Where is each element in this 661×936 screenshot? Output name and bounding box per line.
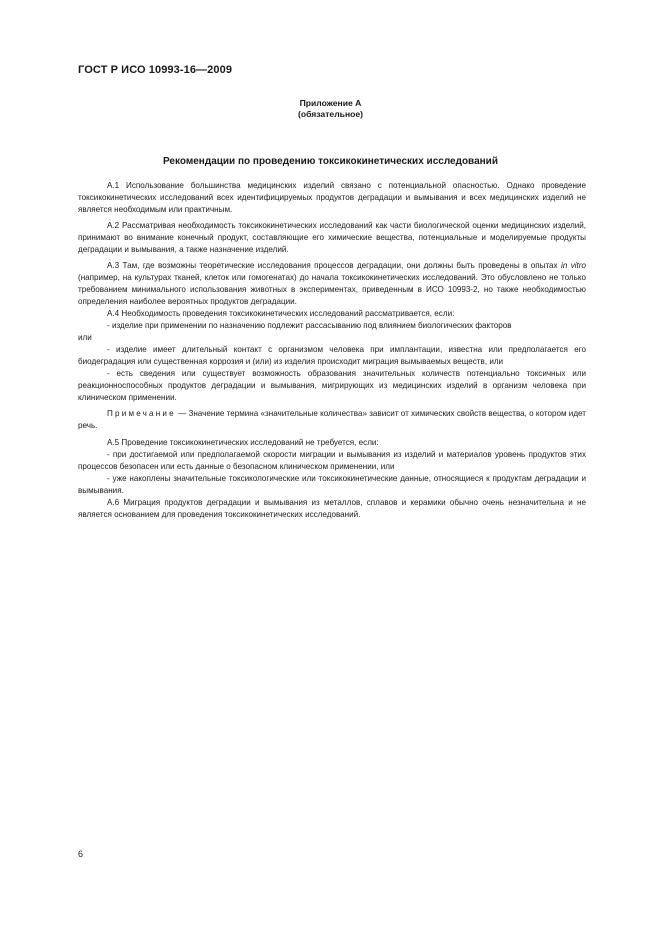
paragraph-a3-text-end: (например, на культурах тканей, клеток или гомогенатах) до начала токсикокинетических исследований. Это обусловлено не только требованием минимального использования животных в экспериментах, приведенным в ИСО 10993-2, но также необходимостью определения наиболее вероятных продуктов деградации.: [78, 273, 586, 306]
paragraph-a4: А.4 Необходимость проведения токсикокинетических исследований рассматривается, если:: [107, 309, 455, 318]
page-number: 6: [78, 849, 84, 859]
note: [78, 408, 586, 432]
a5-list-item-1: - при достигаемой или предполагаемой скорости миграции и вымывания из изделий и материалов уровень продуктов этих процессов безопасен или есть данные о безопасном клиническом применении, или: [78, 450, 586, 471]
paragraph-a2: А.2 Рассматривая необходимость токсикокинетических исследований как части биологической оценки медицинских изделий, принимают во внимание конечный продукт, составляющие его химические вещества, потенциальные и моделируемые продукты деградации и вымывания, а также назначение изделий.: [78, 221, 586, 254]
conjunction-or: или: [78, 333, 92, 342]
section-title: Рекомендации по проведению токсикокинетических исследований: [163, 156, 498, 167]
a4-list-item-2: - изделие имеет длительный контакт с организмом человека при имплантации, известна или предполагается его биодеградация или существенная коррозия и (или) из изделия происходит миграция вымываемых веществ, или: [78, 345, 586, 366]
annex-title: Приложение А: [299, 98, 362, 108]
paragraph-a3-italic-term: in vitro: [561, 261, 587, 270]
annex-status: (обязательное): [297, 109, 364, 119]
paragraph-a6: А.6 Миграция продуктов деградации и вымывания из металлов, сплавов и керамики обычно очень незначительна и не является основанием для проведения токсикокинетических исследований.: [78, 498, 586, 519]
note-text: — Значение термина «значительные количества» зависит от химических свойств вещества, о котором идет речь.: [78, 409, 586, 430]
paragraph-a3: [78, 260, 586, 308]
paragraph-a3-text-start: А.3 Там, где возможны теоретические исследования процессов деградации, они должны быть проведены в опытах: [107, 261, 562, 270]
document-id-header: ГОСТ Р ИСО 10993-16—2009: [78, 64, 233, 76]
paragraph-a5: А.5 Проведение токсикокинетических исследований не требуется, если:: [107, 438, 379, 447]
a4-list-item-1: - изделие при применении по назначению подлежит рассасыванию под влиянием биологических факторов: [107, 321, 512, 330]
note-label: Примечание: [107, 409, 176, 418]
paragraph-a1: А.1 Использование большинства медицинских изделий связано с потенциальной опасностью. Однако проведение токсикокинетических исследований всех идентифицируемых продуктов деградации и вымывания и всех медицинских изделий не является необходимым или практичным.: [78, 181, 586, 214]
annex-heading: [0, 98, 661, 120]
a5-list-item-2: - уже накоплены значительные токсикологические или токсикокинетические данные, относящиеся к продуктам деградации и вымывания.: [78, 474, 586, 495]
document-body: [78, 180, 586, 521]
a4-list-item-3: - есть сведения или существует возможность образования значительных количеств потенциально токсичных или реакционноспособных продуктов деградации и вымывания, мигрирующих из медицинских изделий в организм человека при клиническом применении.: [78, 369, 586, 402]
